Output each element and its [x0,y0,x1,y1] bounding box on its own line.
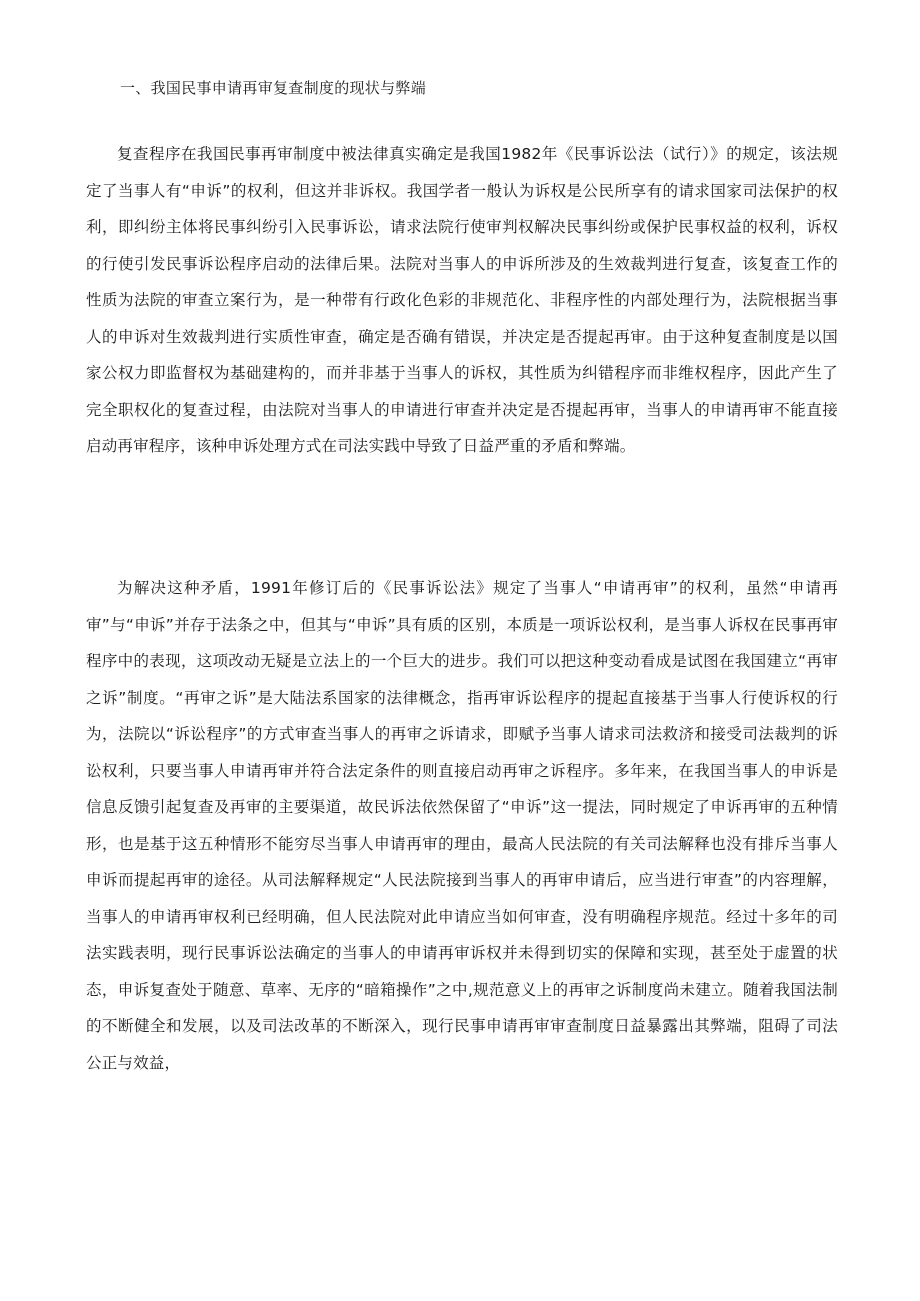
section-heading: 一、我国民事申请再审复查制度的现状与弊端 [120,79,427,97]
body-paragraph-2: 为解决这种矛盾，1991年修订后的《民事诉讼法》规定了当事人“申请再审”的权利，虽然“申请再审”与“申诉”并存于法条之中，但其与“申诉”具有质的区别，本质是一项诉讼权利，是当事人诉权在民事再审程序中的表现，这项改动无疑是立法上的一个巨大的进步。我们可以把这种变动看成是试图在我国建立“再审之诉”制度。“再审之诉”是大陆法系国家的法律概念，指再审诉讼程序的提起直接基于当事人行使诉权的行为，法院以“诉讼程序”的方式审查当事人的再审之诉请求，即赋予当事人请求司法救济和接受司法裁判的诉讼权利，只要当事人申请再审并符合法定条件的则直接启动再审之诉程序。多年来，在我国当事人的申诉是信息反馈引起复查及再审的主要渠道，故民诉法依然保留了“申诉”这一提法，同时规定了申诉再审的五种情形，也是基于这五种情形不能穷尽当事人申请再审的理由，最高人民法院的有关司法解释也没有排斥当事人申诉而提起再审的途径。从司法解释规定“人民法院接到当事人的再审申请后，应当进行审查”的内容理解，当事人的申请再审权利已经明确，但人民法院对此申请应当如何审查，没有明确程序规范。经过十多年的司法实践表明，现行民事诉讼法确定的当事人的申请再审诉权并未得到切实的保障和实现，甚至处于虚置的状态，申诉复查处于随意、草率、无序的“暗箱操作”之中,规范意义上的再审之诉制度尚未建立。随着我国法制的不断健全和发展，以及司法改革的不断深入，现行民事申请再审审查制度日益暴露出其弊端，阻碍了司法公正与效益， [86,579,838,1072]
body-paragraph-1: 复查程序在我国民事再审制度中被法律真实确定是我国1982年《民事诉讼法（试行）》的规定，该法规定了当事人有“申诉”的权利，但这并非诉权。我国学者一般认为诉权是公民所享有的请求国家司法保护的权利，即纠纷主体将民事纠纷引入民事诉讼，请求法院行使审判权解决民事纠纷或保护民事权益的权利，诉权的行使引发民事诉讼程序启动的法律后果。法院对当事人的申诉所涉及的生效裁判进行复查，该复查工作的性质为法院的审查立案行为，是一种带有行政化色彩的非规范化、非程序性的内部处理行为，法院根据当事人的申诉对生效裁判进行实质性审查，确定是否确有错误，并决定是否提起再审。由于这种复查制度是以国家公权力即监督权为基础建构的，而并非基于当事人的诉权，其性质为纠错程序而非维权程序，因此产生了完全职权化的复查过程，由法院对当事人的申请进行审查并决定是否提起再审，当事人的申请再审不能直接启动再审程序，该种申诉处理方式在司法实践中导致了日益严重的矛盾和弊端。 [86,145,838,455]
